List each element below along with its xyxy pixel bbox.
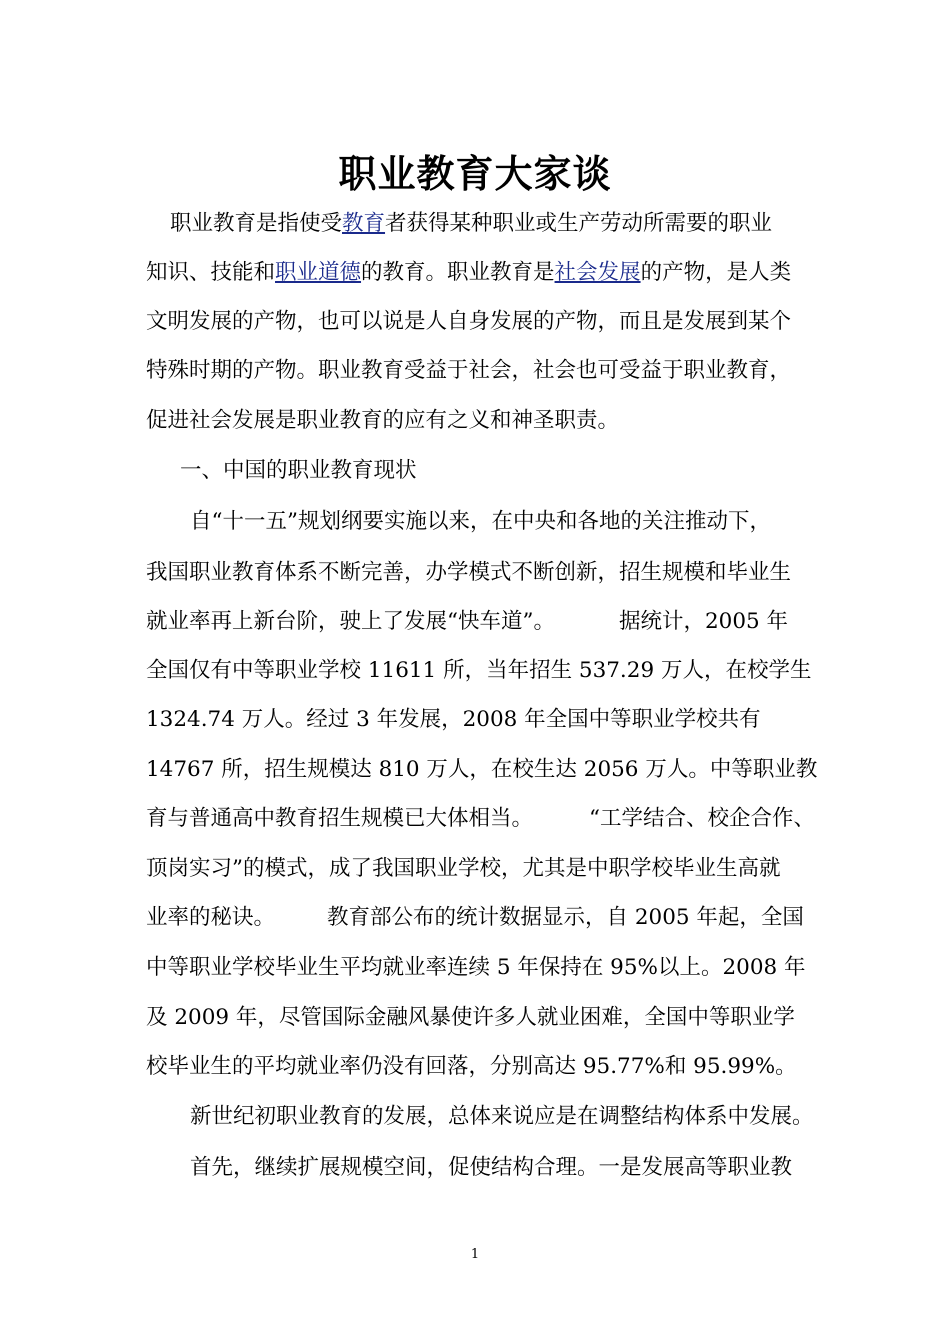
para1-line-2: 我国职业教育体系不断完善，办学模式不断创新，招生规模和毕业生 (146, 560, 792, 585)
para1-text: 据统计，2005 年 (619, 609, 789, 634)
page-number: 1 (470, 1247, 480, 1262)
intro-text: 职业教育是指使受 (170, 211, 343, 236)
link-jiaoyu[interactable]: 教育 (342, 211, 386, 236)
section-heading: 一、中国的职业教育现状 (180, 458, 417, 483)
para1-line-10: 中等职业学校毕业生平均就业率连续 5 年保持在 95%以上。2008 年 (146, 955, 806, 980)
para1-line-7 (146, 799, 815, 839)
para1-line-8: 顶岗实习”的模式，成了我国职业学校，尤其是中职学校毕业生高就 (146, 856, 781, 881)
para1-text: 教育部公布的统计数据显示，自 2005 年起，全国 (327, 905, 804, 930)
para1-line-11: 及 2009 年，尽管国际金融风暴使许多人就业困难，全国中等职业学 (146, 1005, 795, 1030)
intro-line-1 (170, 204, 772, 244)
intro-line-4: 特殊时期的产物。职业教育受益于社会，社会也可受益于职业教育， (146, 358, 792, 383)
para1-text: 就业率再上新台阶，驶上了发展“快车道”。 (146, 609, 555, 634)
intro-line-3: 文明发展的产物，也可以说是人自身发展的产物，而且是发展到某个 (146, 309, 792, 334)
para1-line-12: 校毕业生的平均就业率仍没有回落，分别高达 95.77%和 95.99%。 (146, 1054, 797, 1079)
para1-line-1: 自“十一五”规划纲要实施以来，在中央和各地的关注推动下， (190, 509, 771, 534)
document-title: 职业教育大家谈 (338, 152, 612, 196)
para1-line-4: 全国仅有中等职业学校 11611 所，当年招生 537.29 万人，在校学生 (146, 658, 812, 683)
intro-text: 知识、技能和 (146, 260, 276, 285)
para1-line-9 (146, 898, 804, 938)
para2-line-1: 新世纪初职业教育的发展，总体来说应是在调整结构体系中发展。 (190, 1104, 814, 1129)
para1-line-3 (146, 602, 788, 642)
intro-line-2 (146, 253, 791, 293)
para1-text: “工学结合、校企合作、 (589, 806, 816, 831)
para1-text: 育与普通高中教育招生规模已大体相当。 (146, 806, 534, 831)
intro-line-5: 促进社会发展是职业教育的应有之义和神圣职责。 (146, 408, 620, 433)
intro-text: 者获得某种职业或生产劳动所需要的职业 (385, 211, 773, 236)
intro-text: 的教育。职业教育是 (361, 260, 555, 285)
intro-text: 的产物，是人类 (640, 260, 792, 285)
link-shehui-fazhan[interactable]: 社会发展 (554, 260, 641, 285)
link-zhiye-daode[interactable]: 职业道德 (275, 260, 362, 285)
para1-text: 业率的秘诀。 (146, 905, 276, 930)
para3-line-1: 首先，继续扩展规模空间，促使结构合理。一是发展高等职业教 (190, 1155, 793, 1180)
para1-line-6: 14767 所，招生规模达 810 万人，在校生达 2056 万人。中等职业教 (146, 757, 818, 782)
para1-line-5: 1324.74 万人。经过 3 年发展，2008 年全国中等职业学校共有 (146, 707, 761, 732)
